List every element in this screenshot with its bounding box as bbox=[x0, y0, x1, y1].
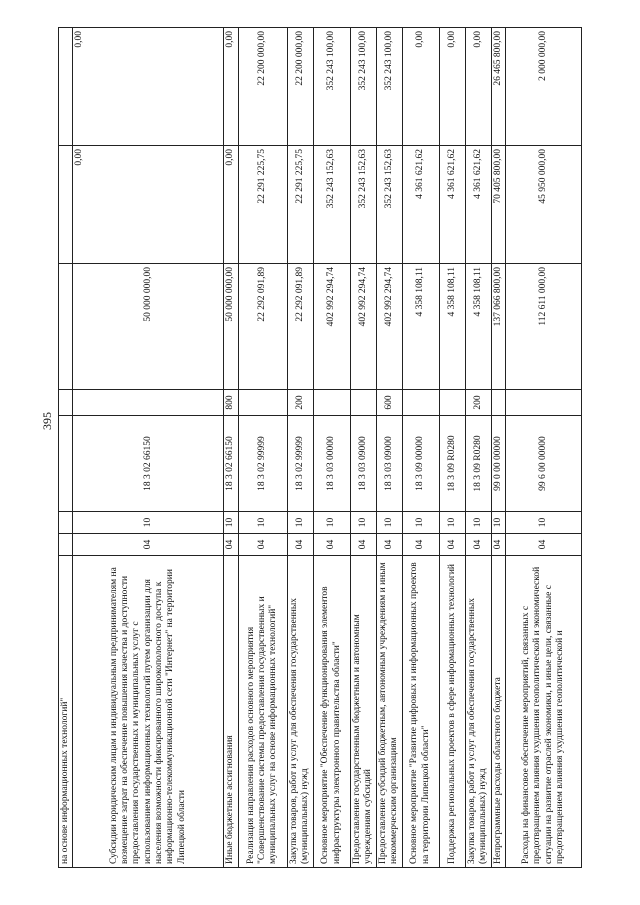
cell-f: 0,00 bbox=[224, 146, 238, 264]
cell-g: 0,00 bbox=[224, 28, 238, 146]
cell-b: 10 bbox=[402, 512, 439, 534]
row-name: Непрограммные расходы областного бюджета bbox=[491, 556, 505, 868]
cell-g: 22 200 000,00 bbox=[287, 28, 313, 146]
table-row bbox=[73, 28, 224, 868]
cell-c: 18 3 09 R0280 bbox=[465, 416, 491, 512]
table-row bbox=[313, 28, 350, 868]
table-row bbox=[59, 28, 73, 868]
cell-d bbox=[491, 390, 505, 416]
cell-c: 18 3 03 09000 bbox=[350, 416, 376, 512]
cell-g: 352 243 100,00 bbox=[350, 28, 376, 146]
cell-c: 18 3 02 66150 bbox=[224, 416, 238, 512]
row-name: Предоставление государственным бюджетным и автономным учреждениям субсидий bbox=[350, 556, 376, 868]
cell-e: 137 066 800,00 bbox=[491, 264, 505, 390]
row-name: Закупка товаров, работ и услуг для обеспечения государственных (муниципальных) нужд bbox=[287, 556, 313, 868]
cell-f bbox=[59, 146, 73, 264]
cell-f: 70 405 800,00 bbox=[491, 146, 505, 264]
cell-g bbox=[59, 28, 73, 146]
cell-a: 04 bbox=[350, 534, 376, 556]
cell-a: 04 bbox=[465, 534, 491, 556]
cell-g: 352 243 100,00 bbox=[313, 28, 350, 146]
cell-e: 50 000 000,00 bbox=[224, 264, 238, 390]
cell-d bbox=[439, 390, 465, 416]
cell-b: 10 bbox=[439, 512, 465, 534]
cell-d bbox=[506, 390, 582, 416]
cell-e: 22 292 091,89 bbox=[287, 264, 313, 390]
cell-d bbox=[238, 390, 287, 416]
cell-f: 352 243 152,63 bbox=[350, 146, 376, 264]
table-row bbox=[439, 28, 465, 868]
cell-e: 402 992 294,74 bbox=[350, 264, 376, 390]
cell-e: 402 992 294,74 bbox=[313, 264, 350, 390]
page-number: 395 bbox=[40, 412, 54, 430]
cell-d bbox=[313, 390, 350, 416]
cell-f: 4 361 621,62 bbox=[402, 146, 439, 264]
cell-e: 50 000 000,00 bbox=[73, 264, 224, 390]
row-name: Основное мероприятие "Развитие цифровых и информационных проектов на территории Липецкой области" bbox=[402, 556, 439, 868]
cell-d bbox=[350, 390, 376, 416]
cell-f: 22 291 225,75 bbox=[238, 146, 287, 264]
cell-c: 18 3 02 99999 bbox=[238, 416, 287, 512]
row-name: Реализация направления расходов основного мероприятия "Совершенствование системы предоставления государственных и муниципальных услуг на основе информационных технологий" bbox=[238, 556, 287, 868]
cell-b: 10 bbox=[224, 512, 238, 534]
cell-f: 4 361 621,62 bbox=[465, 146, 491, 264]
row-name: Субсидии юридическим лицам и индивидуальным предпринимателям на возмещение затрат на обеспечение повышения качества и доступности предоставления государственных и муниципальных услуг с использованием информационных технологий путем организации для населения возможности фиксированного широкополосного доступа к информационно-телекоммуникационной сети "Интернет" на территории Липецкой области bbox=[73, 556, 224, 868]
table-row bbox=[376, 28, 402, 868]
row-name: Закупка товаров, работ и услуг для обеспечения государственных (муниципальных) нужд bbox=[465, 556, 491, 868]
cell-g: 0,00 bbox=[73, 28, 224, 146]
cell-g: 22 200 000,00 bbox=[238, 28, 287, 146]
cell-a: 04 bbox=[402, 534, 439, 556]
cell-f: 4 361 621,62 bbox=[439, 146, 465, 264]
row-name: Предоставление субсидий бюджетным, автономным учреждениям и иным некоммерческим организациям bbox=[376, 556, 402, 868]
cell-a: 04 bbox=[238, 534, 287, 556]
cell-g: 0,00 bbox=[439, 28, 465, 146]
table-row bbox=[224, 28, 238, 868]
cell-e: 4 358 108,11 bbox=[402, 264, 439, 390]
cell-a bbox=[59, 534, 73, 556]
cell-f: 45 950 000,00 bbox=[506, 146, 582, 264]
cell-a: 04 bbox=[287, 534, 313, 556]
cell-b: 10 bbox=[506, 512, 582, 534]
cell-b: 10 bbox=[465, 512, 491, 534]
cell-c: 18 3 02 99999 bbox=[287, 416, 313, 512]
cell-c: 18 3 03 00000 bbox=[313, 416, 350, 512]
cell-d bbox=[59, 390, 73, 416]
cell-a: 04 bbox=[439, 534, 465, 556]
cell-d bbox=[402, 390, 439, 416]
table-row bbox=[465, 28, 491, 868]
budget-table bbox=[58, 27, 582, 868]
cell-g: 352 243 100,00 bbox=[376, 28, 402, 146]
table-row bbox=[506, 28, 582, 868]
cell-c: 18 3 02 66150 bbox=[73, 416, 224, 512]
cell-f: 22 291 225,75 bbox=[287, 146, 313, 264]
row-name: Расходы на финансовое обеспечение мероприятий, связанных с предотвращением влияния ухудшения геополитической и экономической ситуации на развитие отраслей экономики, и иные цели, связанные с предотвращением влияния ухудшения геополитической и bbox=[506, 556, 582, 868]
cell-c: 18 3 09 R0280 bbox=[439, 416, 465, 512]
cell-b: 10 bbox=[287, 512, 313, 534]
cell-e: 4 358 108,11 bbox=[439, 264, 465, 390]
table-row bbox=[238, 28, 287, 868]
row-name: на основе информационных технологий" bbox=[59, 556, 73, 868]
budget-sheet bbox=[58, 28, 612, 868]
cell-d: 200 bbox=[287, 390, 313, 416]
cell-e: 112 611 000,00 bbox=[506, 264, 582, 390]
cell-f: 352 243 152,63 bbox=[376, 146, 402, 264]
cell-b: 10 bbox=[376, 512, 402, 534]
cell-a: 04 bbox=[376, 534, 402, 556]
cell-c: 18 3 03 09000 bbox=[376, 416, 402, 512]
cell-a: 04 bbox=[313, 534, 350, 556]
cell-c bbox=[59, 416, 73, 512]
cell-d: 800 bbox=[224, 390, 238, 416]
cell-b: 10 bbox=[491, 512, 505, 534]
cell-e: 4 358 108,11 bbox=[465, 264, 491, 390]
cell-b bbox=[59, 512, 73, 534]
row-name: Иные бюджетные ассигнования bbox=[224, 556, 238, 868]
cell-c: 99 0 00 00000 bbox=[491, 416, 505, 512]
cell-e: 402 992 294,74 bbox=[376, 264, 402, 390]
table-row bbox=[350, 28, 376, 868]
cell-d: 600 bbox=[376, 390, 402, 416]
cell-d bbox=[73, 390, 224, 416]
cell-g: 2 000 000,00 bbox=[506, 28, 582, 146]
table-row bbox=[491, 28, 505, 868]
cell-a: 04 bbox=[73, 534, 224, 556]
cell-f: 0,00 bbox=[73, 146, 224, 264]
cell-b: 10 bbox=[238, 512, 287, 534]
cell-a: 04 bbox=[224, 534, 238, 556]
cell-c: 99 6 00 00000 bbox=[506, 416, 582, 512]
cell-c: 18 3 09 00000 bbox=[402, 416, 439, 512]
cell-d: 200 bbox=[465, 390, 491, 416]
cell-a: 04 bbox=[491, 534, 505, 556]
cell-e bbox=[59, 264, 73, 390]
cell-a: 04 bbox=[506, 534, 582, 556]
cell-b: 10 bbox=[350, 512, 376, 534]
cell-b: 10 bbox=[73, 512, 224, 534]
table-row bbox=[402, 28, 439, 868]
cell-e: 22 292 091,89 bbox=[238, 264, 287, 390]
cell-b: 10 bbox=[313, 512, 350, 534]
cell-g: 0,00 bbox=[465, 28, 491, 146]
row-name: Основное мероприятие "Обеспечение функционирования элементов инфраструктуры электронного правительства области" bbox=[313, 556, 350, 868]
table-body bbox=[59, 28, 582, 868]
cell-f: 352 243 152,63 bbox=[313, 146, 350, 264]
cell-g: 0,00 bbox=[402, 28, 439, 146]
table-row bbox=[287, 28, 313, 868]
cell-g: 26 465 800,00 bbox=[491, 28, 505, 146]
row-name: Поддержка региональных проектов в сфере информационных технологий bbox=[439, 556, 465, 868]
